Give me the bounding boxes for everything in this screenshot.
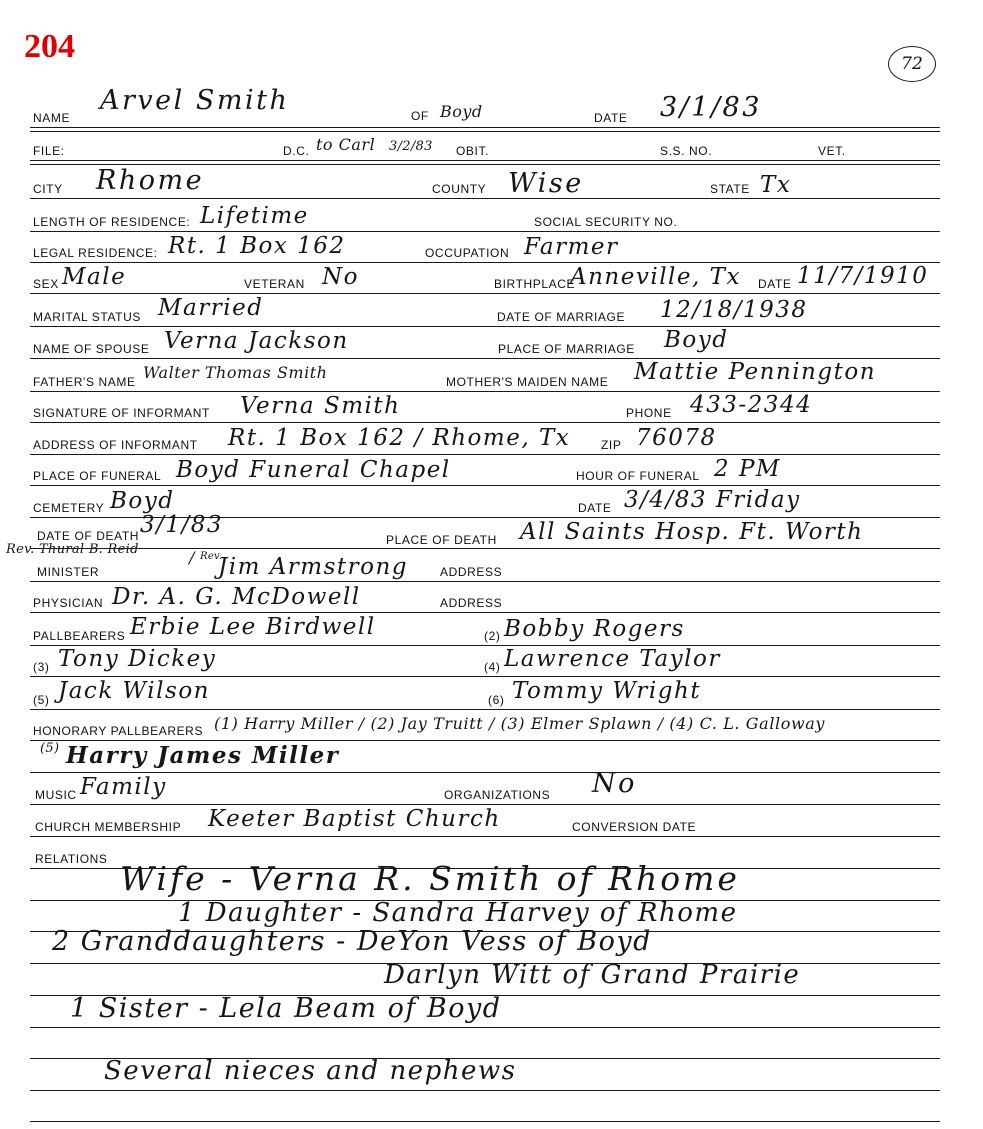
entry-pallbearer-5: Jack Wilson xyxy=(58,678,210,704)
entry-church-membership: Keeter Baptist Church xyxy=(208,806,501,832)
entry-music: Family xyxy=(80,774,167,800)
entry-pallbearer-2: Bobby Rogers xyxy=(504,616,685,642)
entry-city: Rhome xyxy=(96,165,205,196)
record-number: 72 xyxy=(901,54,923,74)
entry-place-of-death: All Saints Hosp. Ft. Worth xyxy=(520,519,864,545)
label-zip: ZIP xyxy=(601,438,622,452)
label-pallbearer-3: (3) xyxy=(33,660,50,674)
form-rule xyxy=(30,293,940,294)
label-marital-status: MARITAL STATUS xyxy=(33,310,141,324)
label-occupation: OCCUPATION xyxy=(425,246,510,260)
label-date: DATE xyxy=(594,111,628,125)
entry-hour-of-funeral: 2 PM xyxy=(714,456,781,482)
entry-date: 3/1/83 xyxy=(660,92,762,123)
label-address-of-informant: ADDRESS OF INFORMANT xyxy=(33,438,198,452)
entry-birthplace: Anneville, Tx xyxy=(570,264,741,290)
label-pallbearer-2: (2) xyxy=(484,629,501,643)
label-place-of-death: PLACE OF DEATH xyxy=(386,533,497,547)
label-relations: RELATIONS xyxy=(35,852,108,866)
entry-legal-residence: Rt. 1 Box 162 xyxy=(168,233,346,259)
record-number-circle xyxy=(888,46,936,82)
form-rule xyxy=(30,326,940,327)
form-rule xyxy=(30,836,940,837)
label-minister-address: ADDRESS xyxy=(440,565,503,579)
label-birth-date: DATE xyxy=(758,277,792,291)
form-rule xyxy=(30,231,940,232)
label-cemetery: CEMETERY xyxy=(33,501,105,515)
relation-line-4: Darlyn Witt of Grand Prairie xyxy=(384,960,801,990)
form-rule xyxy=(30,548,940,549)
entry-minister-rev: Rev. xyxy=(200,551,223,562)
label-physician: PHYSICIAN xyxy=(33,596,104,610)
entry-spouse: Verna Jackson xyxy=(164,328,349,354)
entry-father: Walter Thomas Smith xyxy=(143,363,328,382)
form-rule xyxy=(30,454,940,455)
entry-date-of-marriage: 12/18/1938 xyxy=(660,297,808,323)
label-legal-residence: LEGAL RESIDENCE: xyxy=(33,246,158,260)
label-obit: OBIT. xyxy=(456,144,490,158)
label-vet: VET. xyxy=(818,144,846,158)
entry-date-of-death: 3/1/83 xyxy=(140,512,224,538)
entry-minister-separator: / xyxy=(189,548,195,567)
form-rule xyxy=(30,676,940,677)
label-pallbearer-6: (6) xyxy=(488,693,505,707)
relation-line-6: Several nieces and nephews xyxy=(104,1056,517,1086)
label-signature-of-informant: SIGNATURE OF INFORMANT xyxy=(33,406,210,420)
label-birthplace: BIRTHPLACE xyxy=(494,277,576,291)
form-rule xyxy=(30,485,940,486)
label-sex: SEX xyxy=(33,277,59,291)
form-rule xyxy=(30,581,940,582)
entry-pallbearer-3: Tony Dickey xyxy=(58,646,217,672)
label-length-of-residence: LENGTH OF RESIDENCE: xyxy=(33,215,191,229)
label-music: MUSIC xyxy=(35,788,77,802)
entry-birth-date: 11/7/1910 xyxy=(797,263,929,289)
entry-dc-to: to Carl xyxy=(316,135,376,154)
entry-informant-address: Rt. 1 Box 162 / Rhome, Tx xyxy=(228,425,571,451)
entry-pallbearer-1: Erbie Lee Birdwell xyxy=(130,614,376,640)
label-organizations: ORGANIZATIONS xyxy=(444,788,551,802)
label-fathers-name: FATHER'S NAME xyxy=(33,375,136,389)
entry-phone: 433-2344 xyxy=(690,392,813,418)
label-pallbearer-4: (4) xyxy=(484,660,501,674)
label-place-of-funeral: PLACE OF FUNERAL xyxy=(33,469,162,483)
entry-name: Arvel Smith xyxy=(100,85,290,116)
entry-marital-status: Married xyxy=(158,295,264,321)
form-rule xyxy=(30,127,940,128)
entry-length-of-residence: Lifetime xyxy=(200,203,309,229)
form-rule xyxy=(30,422,940,423)
entry-honorary-pallbearers: (1) Harry Miller / (2) Jay Truitt / (3) Elmer Splawn / (4) C. L. Galloway xyxy=(214,714,826,733)
entry-zip: 76078 xyxy=(636,425,717,451)
relation-line-1: Wife - Verna R. Smith of Rhome xyxy=(120,859,740,898)
label-conversion-date: CONVERSION DATE xyxy=(572,820,697,834)
label-church-membership: CHURCH MEMBERSHIP xyxy=(35,820,182,834)
relation-line-2: 1 Daughter - Sandra Harvey of Rhome xyxy=(178,898,738,928)
relation-line-5: 1 Sister - Lela Beam of Boyd xyxy=(70,993,502,1024)
form-rule xyxy=(30,1027,940,1028)
entry-dc-date: 3/2/83 xyxy=(389,139,433,154)
label-name-of-spouse: NAME OF SPOUSE xyxy=(33,342,150,356)
label-pallbearer-5: (5) xyxy=(33,693,50,707)
label-phone: PHONE xyxy=(626,406,672,420)
entry-minister-2: Jim Armstrong xyxy=(218,554,409,580)
form-rule xyxy=(30,1090,940,1091)
label-of: OF xyxy=(411,109,429,123)
entry-minister-1: Rev. Thural B. Reid xyxy=(6,542,139,557)
form-rule xyxy=(30,1121,940,1122)
label-ss-no: S.S. NO. xyxy=(660,144,713,158)
form-rule xyxy=(30,772,940,773)
entry-honorary-5-number: (5) xyxy=(40,741,60,756)
label-state: STATE xyxy=(710,182,750,196)
entry-funeral-date: 3/4/83 Friday xyxy=(624,487,801,513)
form-rule xyxy=(30,160,940,161)
label-city: CITY xyxy=(33,182,63,196)
label-date-of-death: DATE OF DEATH xyxy=(37,529,140,543)
label-file: FILE: xyxy=(33,144,65,158)
entry-place-of-marriage: Boyd xyxy=(664,327,729,353)
label-dc: D.C. xyxy=(283,144,310,158)
label-hour-of-funeral: HOUR OF FUNERAL xyxy=(576,469,700,483)
label-honorary-pallbearers: HONORARY PALLBEARERS xyxy=(33,724,204,738)
label-funeral-date: DATE xyxy=(578,501,612,515)
label-date-of-marriage: DATE OF MARRIAGE xyxy=(497,310,626,324)
form-rule xyxy=(30,612,940,613)
form-rule xyxy=(30,709,940,710)
label-veteran: VETERAN xyxy=(244,277,305,291)
entry-occupation: Farmer xyxy=(524,234,619,260)
entry-pallbearer-4: Lawrence Taylor xyxy=(504,646,721,672)
entry-cemetery: Boyd xyxy=(110,488,175,514)
label-physician-address: ADDRESS xyxy=(440,596,503,610)
form-rule xyxy=(30,198,940,199)
entry-informant-signature: Verna Smith xyxy=(240,393,401,419)
form-rule xyxy=(30,740,940,741)
entry-state: Tx xyxy=(760,172,792,198)
entry-county: Wise xyxy=(508,168,584,199)
form-rule xyxy=(30,804,940,805)
entry-physician: Dr. A. G. McDowell xyxy=(112,584,361,610)
relation-line-3: 2 Granddaughters - DeYon Vess of Boyd xyxy=(52,926,652,957)
entry-veteran: No xyxy=(322,264,359,290)
entry-honorary-5: Harry James Miller xyxy=(66,742,340,769)
label-social-security-no: SOCIAL SECURITY NO. xyxy=(534,215,678,229)
label-county: COUNTY xyxy=(432,182,487,196)
page-number: 204 xyxy=(24,28,75,65)
label-name: NAME xyxy=(33,111,71,125)
entry-place-of-funeral: Boyd Funeral Chapel xyxy=(176,457,451,483)
entry-sex: Male xyxy=(62,264,127,290)
label-pallbearers: PALLBEARERS xyxy=(33,629,126,643)
entry-pallbearer-6: Tommy Wright xyxy=(512,678,702,704)
label-place-of-marriage: PLACE OF MARRIAGE xyxy=(498,342,635,356)
label-mothers-maiden-name: MOTHER'S MAIDEN NAME xyxy=(446,375,609,389)
entry-of-town: Boyd xyxy=(440,102,483,121)
entry-organizations: No xyxy=(592,768,637,799)
label-minister: MINISTER xyxy=(37,565,100,579)
entry-mother: Mattie Pennington xyxy=(634,359,877,385)
